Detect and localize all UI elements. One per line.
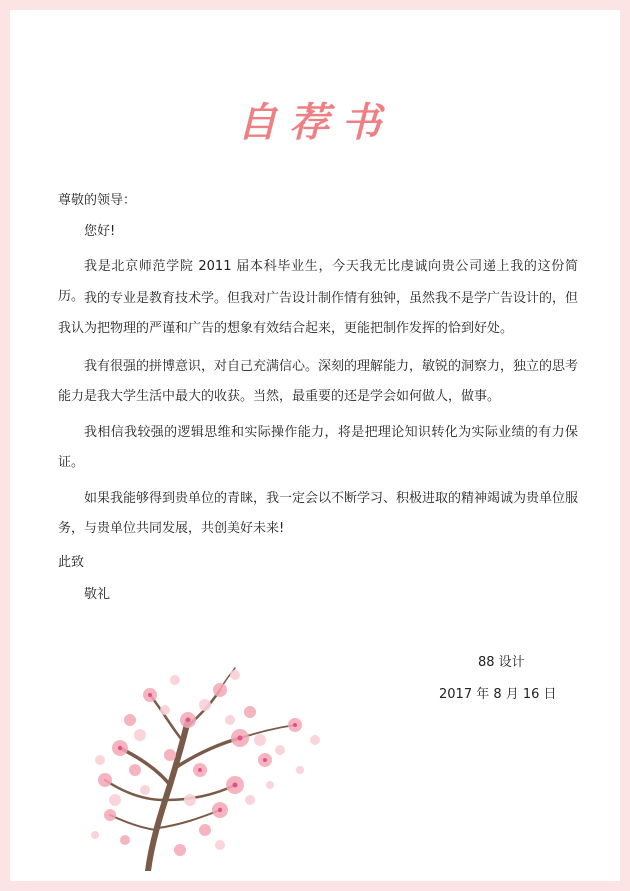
paragraph-2: 我的专业是教育技术学。但我对广告设计制作情有独钟，虽然我不是学广告设计的，但我认为把物理的严谨和广告的想象有效结合起来，更能把制作发挥的恰到好处。	[58, 291, 579, 336]
paragraph-1: 我是北京师范学院 2011 届本科毕业生，今天我无比虔诚向贵公司递上我的这份简历。	[58, 259, 578, 304]
cherry-blossom-tree-icon	[70, 650, 340, 871]
paragraph-4: 我相信我较强的逻辑思维和实际操作能力，将是把理论知识转化为实际业绩的有力保证。	[58, 425, 578, 470]
closing-jing-li: 敬礼	[84, 587, 111, 602]
salutation: 尊敬的领导：	[58, 193, 137, 208]
closing-ci-zhi: 此致	[58, 555, 85, 570]
greeting: 您好!	[84, 224, 116, 239]
signature: 88 设计	[478, 655, 525, 670]
page-title: 自荐书	[237, 99, 393, 146]
letter-date: 2017 年 8 月 16 日	[439, 687, 557, 702]
paragraph-3: 我有很强的拼博意识，对自己充满信心。深刻的理解能力，敏锐的洞察力，独立的思考能力是我大学生活中最大的收获。当然，最重要的还是学会如何做人，做事。	[58, 359, 579, 404]
paragraph-5: 如果我能够得到贵单位的青睐，我一定会以不断学习、积极进取的精神竭诚为贵单位服务，与贵单位共同发展，共创美好未来!	[58, 491, 579, 536]
